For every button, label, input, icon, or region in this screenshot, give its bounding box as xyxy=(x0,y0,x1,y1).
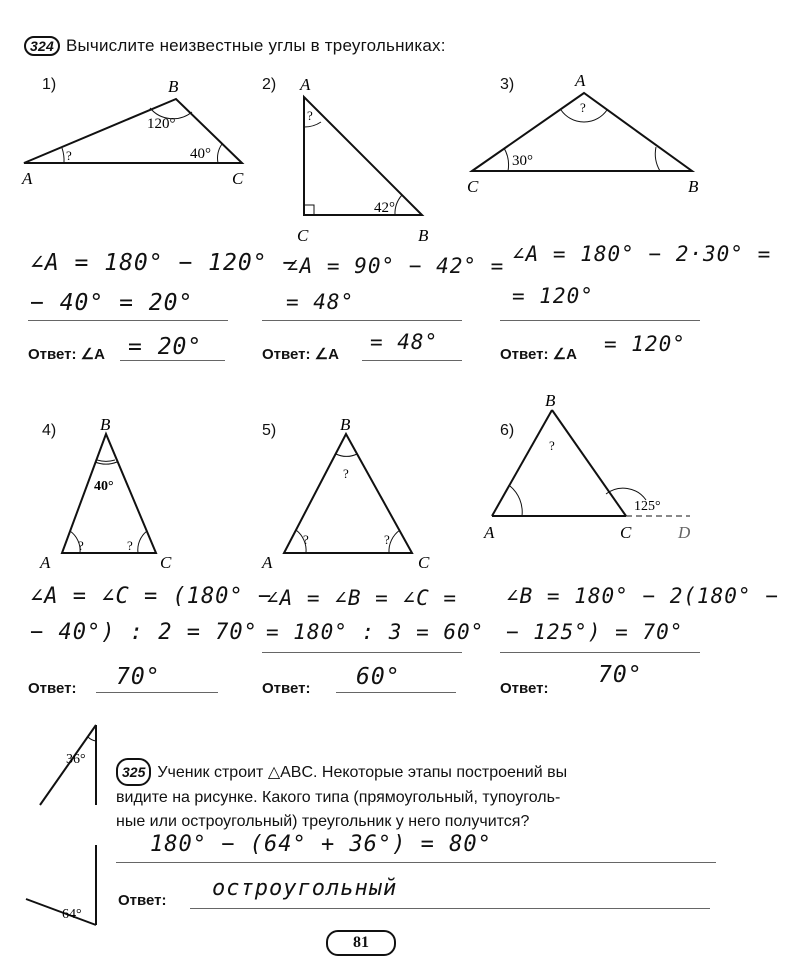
task-325-line-2: видите на рисунке. Какого типа (прямоугольный, тупоуголь- xyxy=(116,789,561,806)
vertex-A: A xyxy=(300,75,311,94)
angle-64-label: 64° xyxy=(62,907,82,922)
angle-A-label: ? xyxy=(307,108,313,123)
angle-C-label: ? xyxy=(127,538,133,553)
angle-C-label: 30° xyxy=(512,153,533,169)
task-325-line-1: Ученик строит △ABC. Некоторые этапы построений вы xyxy=(157,764,568,781)
problem-5-number: 5) xyxy=(262,422,277,439)
angle-B-label: 42° xyxy=(374,200,395,216)
answer-5-label: Ответ: xyxy=(262,680,311,697)
work-2-line-1: ∠A = 90° − 42° = xyxy=(286,254,505,278)
vertex-A: A xyxy=(40,553,51,572)
answer-4-value: 70° xyxy=(116,664,161,690)
triangle-5 xyxy=(261,415,430,572)
angle-C-label: 40° xyxy=(190,146,211,162)
vertex-C: C xyxy=(418,553,430,572)
work-4-line-1: ∠A = ∠C = (180° − xyxy=(30,584,273,609)
angle-B-label: ? xyxy=(343,466,349,481)
angle-B-label: 120° xyxy=(147,116,176,132)
work-5-line-2: = 180° : 3 = 60° xyxy=(266,620,485,644)
answer-1-label: Ответ: ∠A xyxy=(28,346,105,363)
problem-1-number: 1) xyxy=(42,76,57,93)
problem-2-number: 2) xyxy=(262,76,277,93)
answer-3-label: Ответ: ∠A xyxy=(500,346,577,363)
construction-figures xyxy=(0,715,110,935)
vertex-B: B xyxy=(418,226,429,245)
work-3-line-1: ∠A = 180° − 2·30° = xyxy=(512,242,772,266)
answer-2-label: Ответ: ∠A xyxy=(262,346,339,363)
problem-6-number: 6) xyxy=(500,422,515,439)
work-6-line-1: ∠B = 180° − 2(180° − xyxy=(506,584,779,608)
work-2-line-2: = 48° xyxy=(286,290,355,314)
work-1-line-2: − 40° = 20° xyxy=(30,290,194,316)
task-325-answer-label: Ответ: xyxy=(118,892,167,909)
task-325-statement xyxy=(116,758,567,834)
vertex-A: A xyxy=(484,523,495,542)
angle-A-label: ? xyxy=(66,148,72,163)
work-6-line-2: − 125°) = 70° xyxy=(506,620,684,644)
angle-36-label: 36° xyxy=(66,752,86,767)
triangle-4 xyxy=(39,415,172,572)
work-3-line-2: = 120° xyxy=(512,284,594,308)
task-325-line-3: ные или остроугольный) треугольник у него получится? xyxy=(116,813,530,830)
vertex-A: A xyxy=(575,71,586,90)
work-1-line-1: ∠A = 180° − 120° − xyxy=(30,250,298,276)
work-4-line-2: − 40°) : 2 = 70° xyxy=(30,620,258,645)
vertex-B: B xyxy=(168,77,179,96)
task-325-work: 180° − (64° + 36°) = 80° xyxy=(150,832,492,857)
angle-C-label: ? xyxy=(384,532,390,547)
angle-BCD-label: 125° xyxy=(634,499,661,514)
task-number-badge: 324 xyxy=(24,36,60,56)
task-325-answer-value: остроугольный xyxy=(212,876,398,901)
vertex-C: C xyxy=(467,177,479,196)
angle-B-label: 40° xyxy=(94,479,114,494)
task-number-badge: 325 xyxy=(116,758,151,786)
vertex-A: A xyxy=(262,553,273,572)
figures-row-2 xyxy=(0,390,789,580)
work-5-line-1: ∠A = ∠B = ∠C = xyxy=(266,586,458,610)
angle-A-label: ? xyxy=(78,538,84,553)
triangle-3 xyxy=(467,71,699,196)
vertex-A: A xyxy=(22,169,33,188)
vertex-B: B xyxy=(100,415,111,434)
problem-4-number: 4) xyxy=(42,422,57,439)
vertex-C: C xyxy=(620,523,632,542)
angle-A-label: ? xyxy=(303,532,309,547)
answer-2-value: = 48° xyxy=(370,330,439,354)
answer-3-value: = 120° xyxy=(604,332,686,356)
page-number: 81 xyxy=(326,930,396,956)
answer-1-value: = 20° xyxy=(128,334,203,360)
vertex-C: C xyxy=(160,553,172,572)
answer-6-value: 70° xyxy=(598,662,643,688)
triangle-1 xyxy=(21,77,244,188)
task-title-text: Вычислите неизвестные углы в треугольниках: xyxy=(65,36,446,55)
answer-4-label: Ответ: xyxy=(28,680,77,697)
answer-5-value: 60° xyxy=(356,664,401,690)
figures-row-1 xyxy=(0,0,789,250)
vertex-B: B xyxy=(340,415,351,434)
angle-A-label: ? xyxy=(580,100,586,115)
triangle-6 xyxy=(483,391,691,542)
vertex-C: C xyxy=(297,226,309,245)
vertex-C: C xyxy=(232,169,244,188)
problem-3-number: 3) xyxy=(500,76,515,93)
vertex-B: B xyxy=(545,391,556,410)
angle-B-label: ? xyxy=(549,438,555,453)
triangle-2 xyxy=(297,75,429,245)
vertex-B: B xyxy=(688,177,699,196)
vertex-D: D xyxy=(678,523,691,542)
answer-6-label: Ответ: xyxy=(500,680,549,697)
